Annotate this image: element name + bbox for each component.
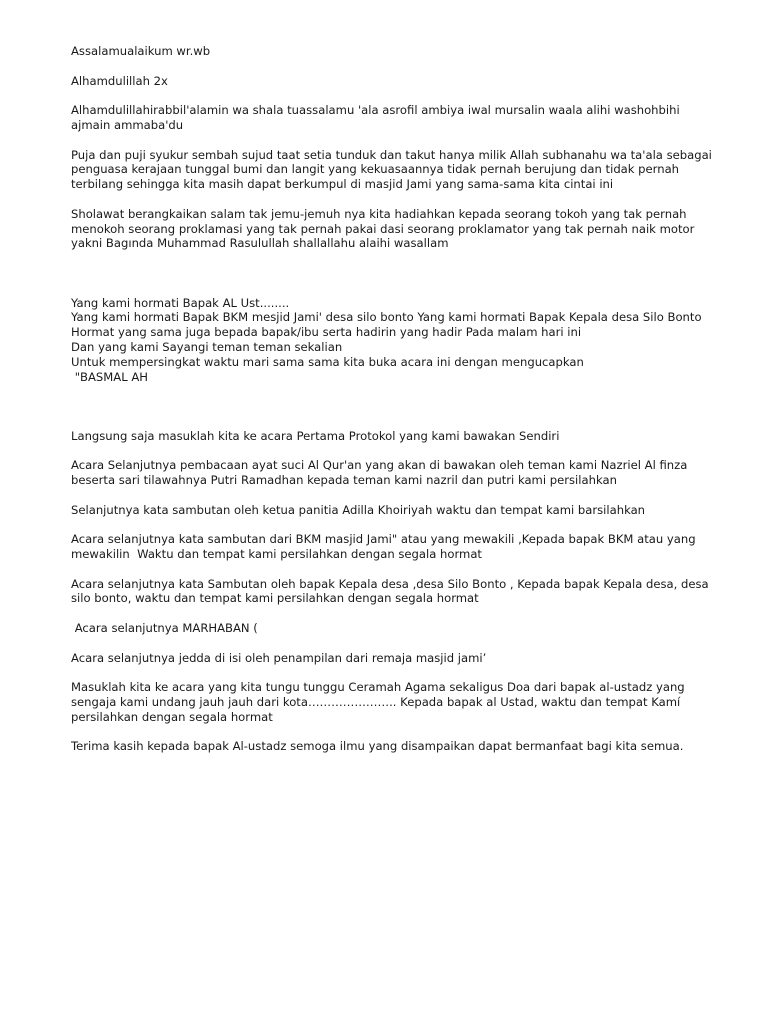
greeting-line: Dan yang kami Sayangi teman teman sekalian [71,339,343,354]
agenda-item: Langsung saja masuklah kita ke acara Pertama Protokol yang kami bawakan Sendiri [71,428,560,443]
greeting-line: Yang kami hormati Bapak AL Ust........ [71,295,290,310]
agenda-item: Selanjutnya kata sambutan oleh ketua panitia Adilla Khoiriyah waktu dan tempat kami barsilahkan [71,502,646,517]
agenda-item: Acara selanjutnya MARHABAN ( [71,621,258,636]
agenda-item: Masuklah kita ke acara yang kita tungu tunggu Ceramah Agama sekaligus Doa dari bapak al-ustadz yang sengaja kami undang jauh jauh dari kota………………….. Kepada bapak al Ustad, waktu dan tempat Kamí persilahkan dengan segala hormat [71,680,689,724]
sholawat-paragraph: Sholawat berangkaikan salam tak jemu-jemuh nya kita hadiahkan kepada seorang tokoh yang tak pernah menokoh seorang proklamasi yang tak pernah pakai dasi seorang proklamator yang tak pernah naik motor yakni Bagında Muhammad Rasulullah shallallahu alaihi wasallam [71,206,699,251]
greeting-line: Untuk mempersingkat waktu mari sama sama kita buka acara ini dengan mengucapkan [71,354,584,369]
praise-paragraph: Puja dan puji syukur sembah sujud taat setia tunduk dan takut hanya milik Allah subhanahu wa ta'ala sebagai penguasa kerajaan tunggal bumi dan langit yang kekuasaannya tidak pernah berujung dan tidak pernah terbilang sehingga kita masih dapat berkumpul di masjid Jami yang sama-sama kita cintai ini [71,147,716,192]
agenda-item: Acara selanjutnya kata Sambutan oleh bapak Kepala desa ,desa Silo Bonto , Kepada bapak Kepala desa, desa silo bonto, waktu dan tempat kami persilahkan dengan segala hormat [71,576,713,606]
greeting-line: Yang kami hormati Bapak BKM mesjid Jami' desa silo bonto Yang kami hormati Bapak Kepala desa Silo Bonto Hormat yang sama juga bepada bapak/ibu serta hadirin yang hadir Pada malam hari ini [71,310,706,340]
opening-prayer: Alhamdulillahirabbil'alamin wa shala tuassalamu 'ala asrofil ambiya iwal mursalin waala alihi washohbihi ajmain ammaba'du [71,103,684,132]
greeting-block [71,266,721,414]
praise-line: Alhamdulillah 2x [71,73,168,88]
greeting-line: "BASMAL AH [71,369,148,384]
agenda-item: Acara selanjutnya kata sambutan dari BKM masjid Jami" atau yang mewakili ,Kepada bapak BKM atau yang mewakilin Waktu dan tempat kami persilahkan dengan segala hormat [71,532,700,562]
document-body [71,44,721,769]
agenda-item: Acara selanjutnya jedda di isi oleh penampilan dari remaja masjid jami’ [71,650,487,665]
closing-line: Terima kasih kepada bapak Al-ustadz semoga ilmu yang disampaikan dapat bermanfaat bagi kita semua. [71,739,684,754]
salutation: Assalamualaikum wr.wb [71,44,211,58]
agenda-item: Acara Selanjutnya pembacaan ayat suci Al Qur'an yang akan di bawakan oleh teman kami Nazriel Al finza beserta sari tilawahnya Putri Ramadhan kepada teman kami nazril dan putri kami persilahkan [71,458,692,488]
